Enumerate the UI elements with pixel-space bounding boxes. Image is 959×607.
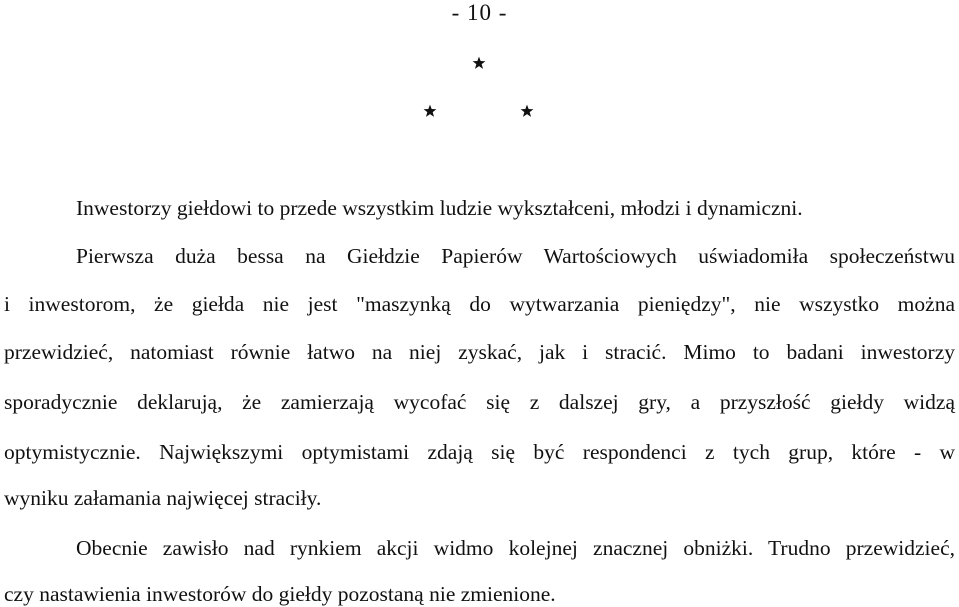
page-number: - 10 - <box>451 0 508 25</box>
paragraph-1-line: Inwestorzy giełdowi to przede wszystkim ludzie wykształceni, młodzi i dynamiczni. <box>76 196 803 220</box>
paragraph-2-line: optymistycznie. Największymi optymistami zdają się być respondenci z tych grup, które - w <box>4 440 955 464</box>
paragraph-2-line: i inwestorom, że giełda nie jest "maszynką do wytwarzania pieniędzy", nie wszystko można <box>4 292 955 316</box>
paragraph-2-line: Pierwsza duża bessa na Giełdzie Papierów Wartościowych uświadomiła społeczeństwu <box>76 244 955 268</box>
paragraph-2-line: sporadycznie deklarują, że zamierzają wycofać się z dalszej gry, a przyszłość giełdy widzą <box>4 390 955 414</box>
paragraph-3-line: czy nastawienia inwestorów do giełdy pozostaną nie zmienione. <box>4 582 556 606</box>
paragraph-2-line: wyniku załamania najwięcej straciły. <box>4 486 322 510</box>
star-icon <box>423 104 437 118</box>
star-icon <box>472 56 486 70</box>
paragraph-3-line: Obecnie zawisło nad rynkiem akcji widmo kolejnej znacznej obniżki. Trudno przewidzieć, <box>76 536 955 560</box>
star-icon <box>520 104 534 118</box>
paragraph-2-line: przewidzieć, natomiast równie łatwo na niej zyskać, jak i stracić. Mimo to badani inwestorzy <box>4 340 955 364</box>
